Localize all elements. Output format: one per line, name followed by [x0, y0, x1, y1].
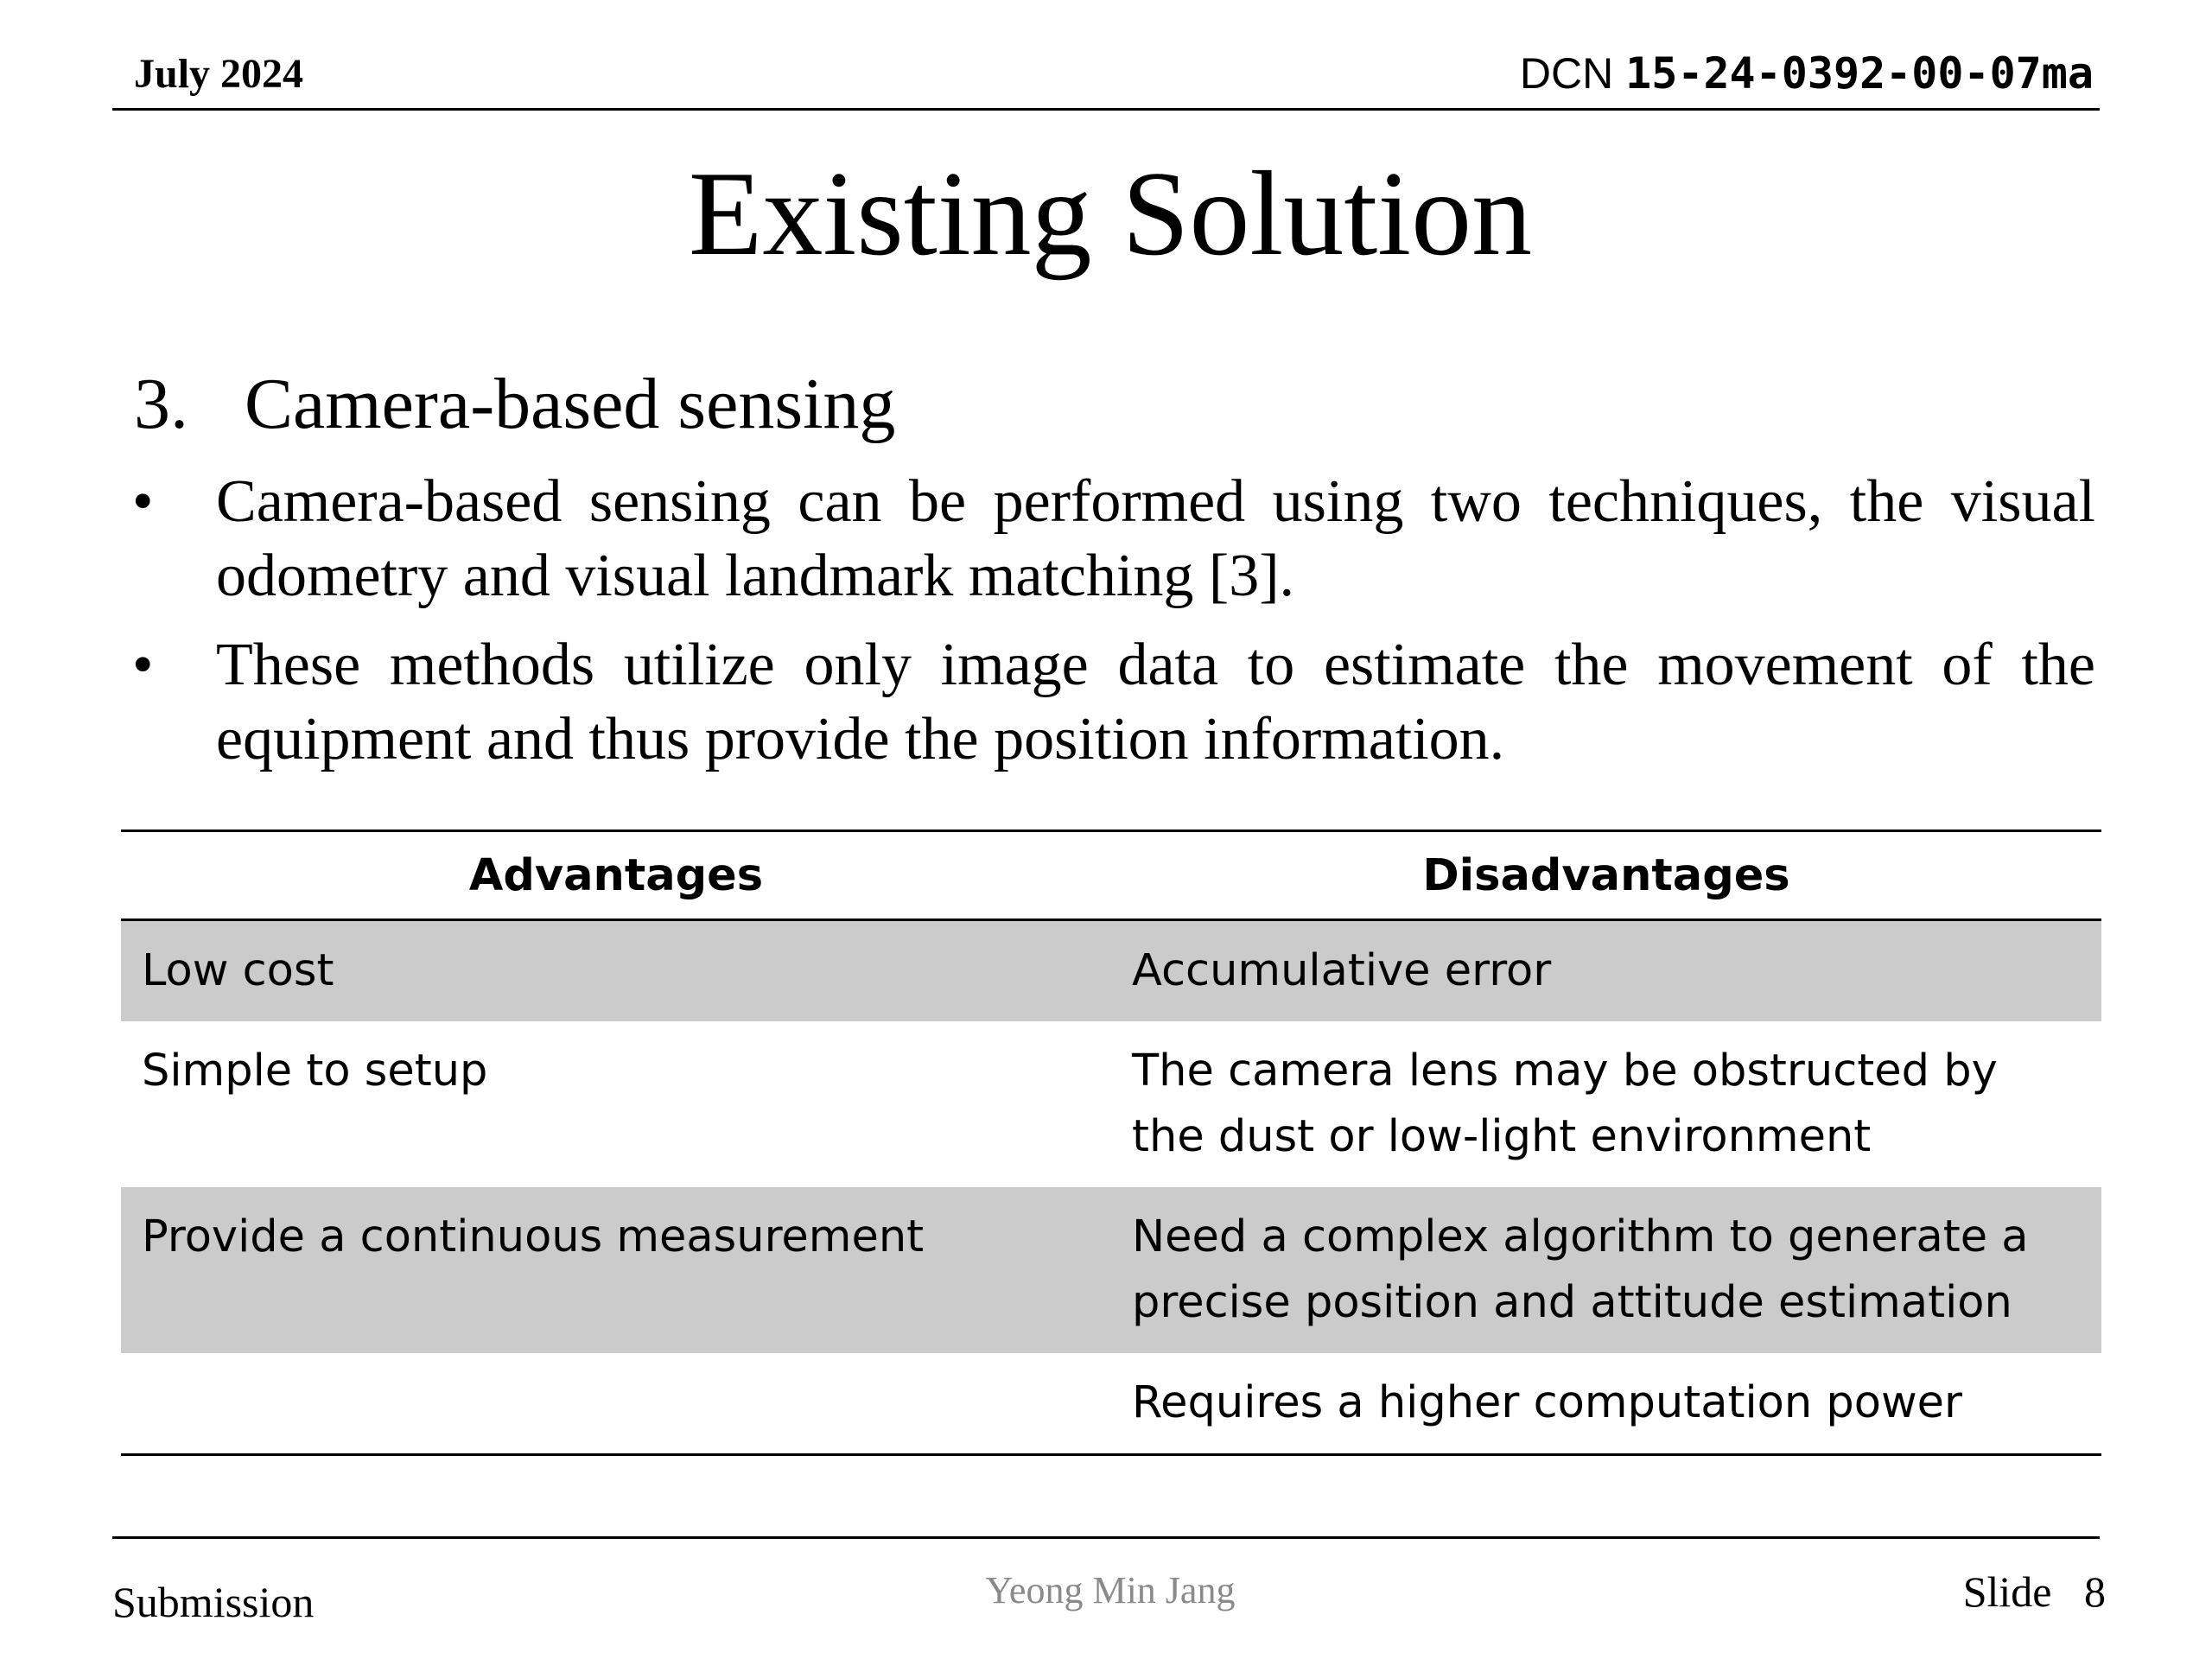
bullet-item: [132, 465, 2095, 613]
section-heading: [134, 361, 895, 448]
header-date: July 2024: [134, 51, 304, 97]
table-row: [121, 1353, 2101, 1455]
table-row: [121, 1021, 2101, 1187]
table-row: [121, 920, 2101, 1022]
table-header-row: [121, 831, 2101, 920]
advantages-header: Advantages: [121, 831, 1111, 920]
disadvantage-cell: Accumulative error: [1111, 920, 2101, 1022]
section-title: Camera-based sensing: [245, 364, 896, 444]
slide-number: 8: [2084, 1567, 2106, 1616]
pros-cons-table: [121, 830, 2101, 1456]
disadvantages-header: Disadvantages: [1111, 831, 2101, 920]
slide-title: Existing Solution: [688, 147, 1533, 281]
advantage-cell: Simple to setup: [142, 1046, 488, 1096]
header-divider: [112, 108, 2100, 111]
disadvantage-cell: Need a complex algorithm to generate a precise position and attitude estimation: [1111, 1187, 2101, 1353]
table-row: [121, 1187, 2101, 1353]
dcn-label: DCN: [1519, 49, 1614, 98]
footer-slide-number: [1963, 1567, 2106, 1617]
bullet-marker: •: [132, 468, 154, 535]
section-number: 3.: [134, 364, 188, 444]
header-dcn: [1520, 48, 2094, 99]
advantage-cell: Low cost: [121, 920, 1111, 1022]
slide-label: Slide: [1962, 1567, 2052, 1616]
advantage-cell: Provide a continuous measurement: [121, 1187, 1111, 1353]
dcn-number: 15-24-0392-00-07ma: [1625, 48, 2094, 99]
footer-author: Yeong Min Jang: [985, 1569, 1236, 1611]
bullet-text: These methods utilize only image data to estimate the movement of the equipment and thus provide the position information.: [216, 632, 2095, 772]
bullet-item: [132, 628, 2095, 777]
advantage-cell: [121, 1353, 1111, 1455]
table-body: [121, 920, 2101, 1455]
disadvantage-cell: Requires a higher computation power: [1132, 1377, 1963, 1428]
bullet-text: Camera-based sensing can be performed using two techniques, the visual odometry and visual landmark matching [3].: [216, 468, 2095, 609]
disadvantage-cell: The camera lens may be obstructed by the dust or low-light environment: [1132, 1046, 1998, 1162]
bullet-marker: •: [132, 632, 154, 698]
footer-submission: Submission: [112, 1578, 315, 1626]
footer-divider: [112, 1536, 2100, 1539]
bullet-list: [132, 465, 2095, 791]
